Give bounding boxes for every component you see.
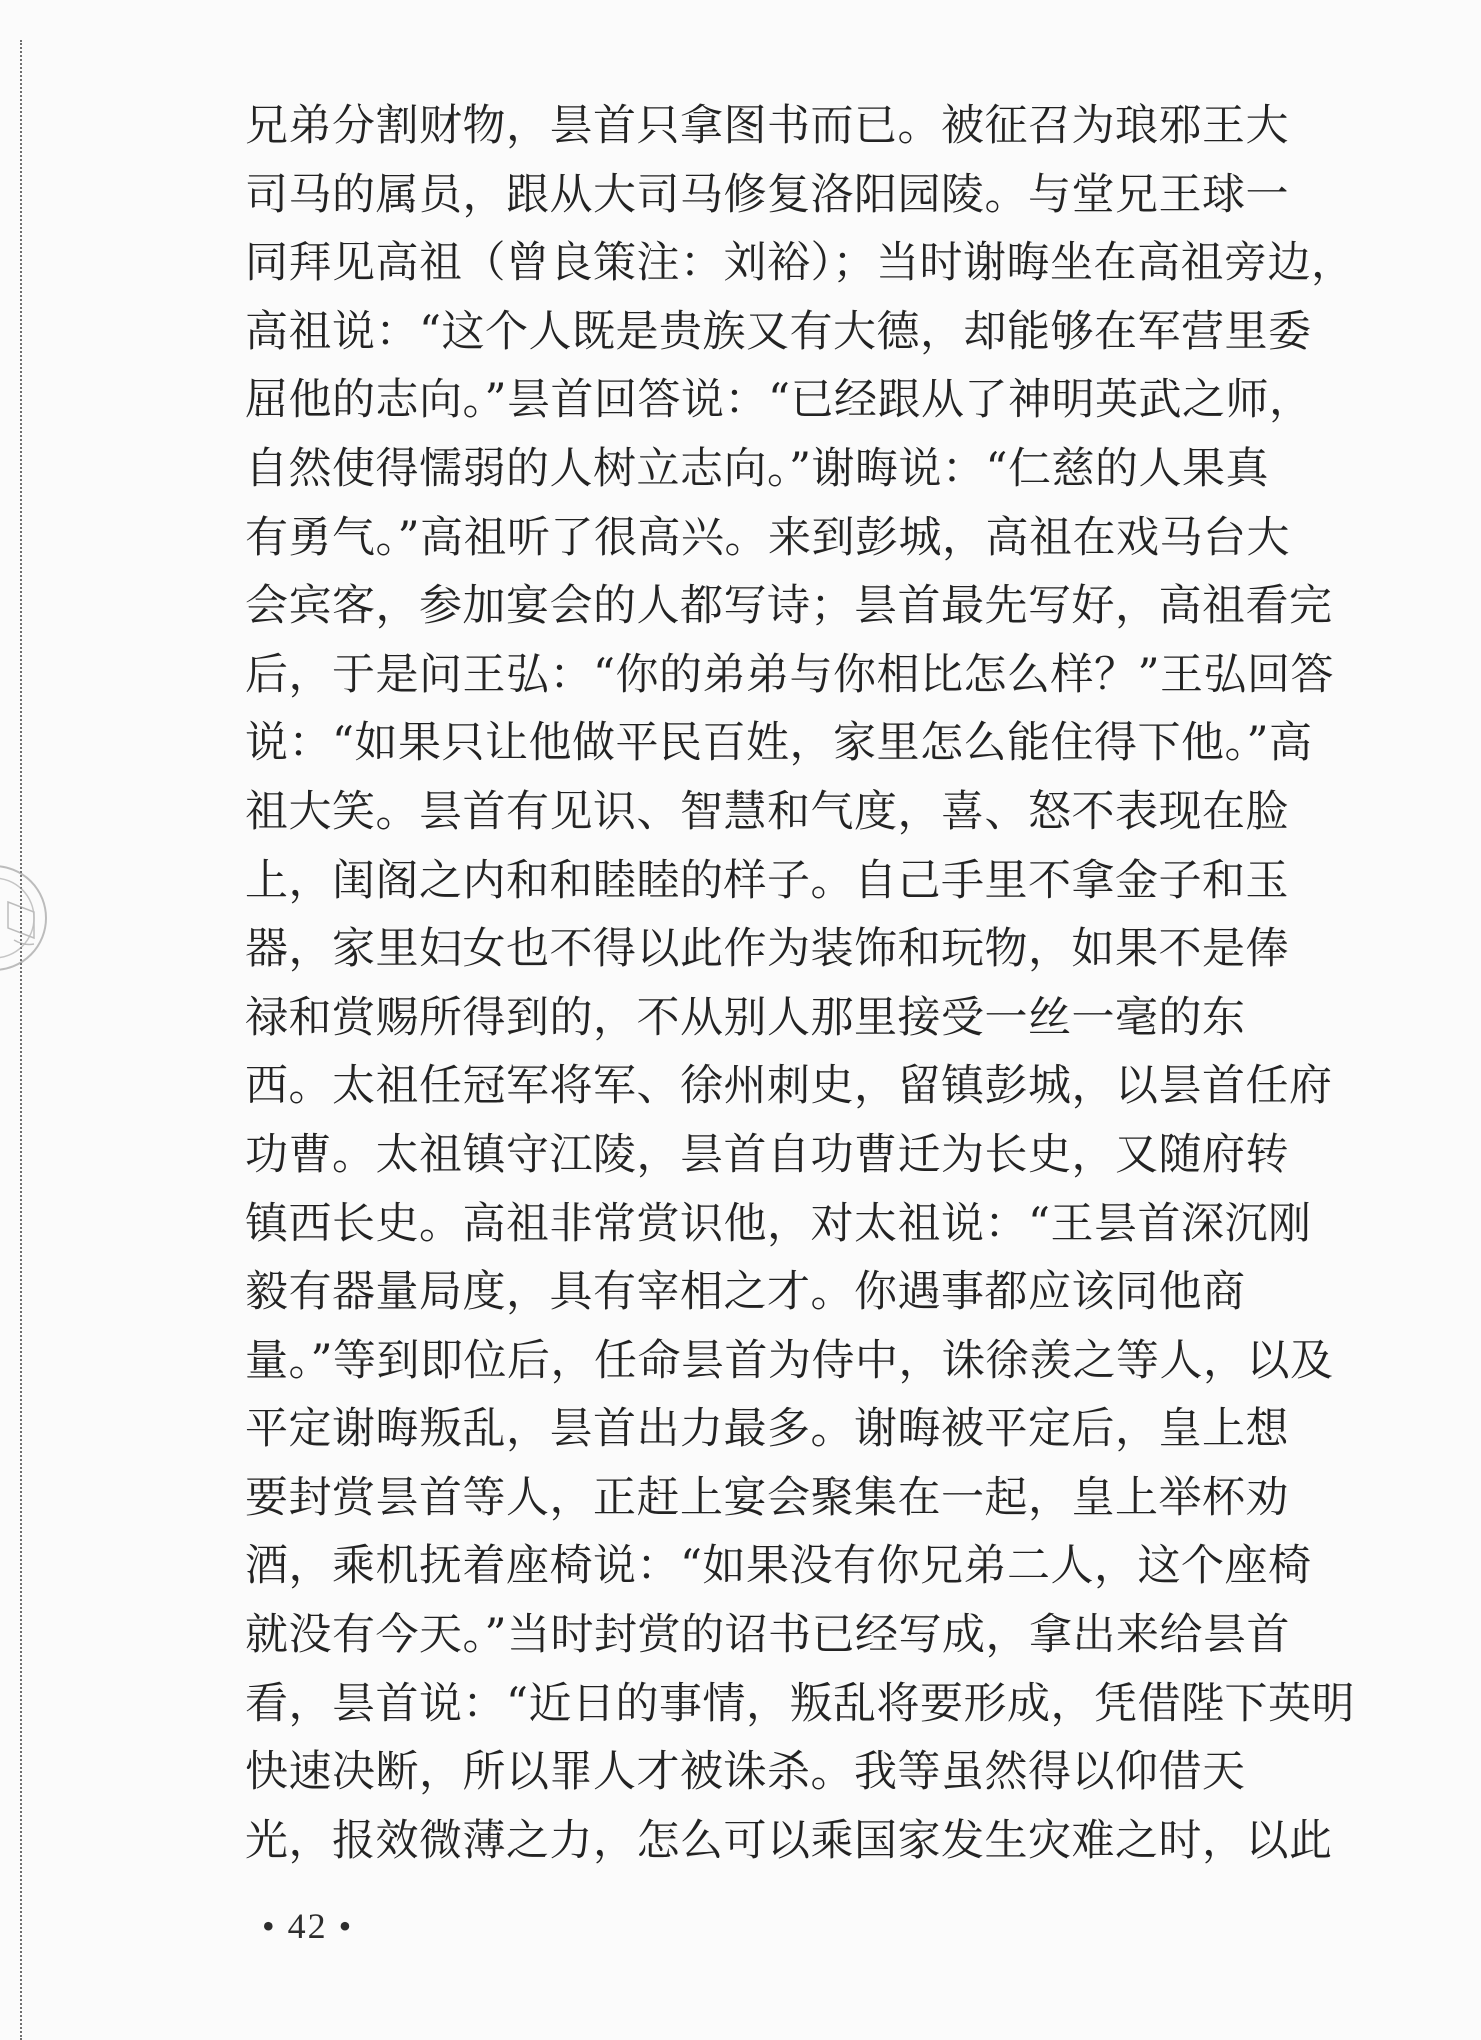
text-line: 兄弟分割财物，昙首只拿图书而已。被征召为琅邪王大 (245, 101, 1289, 151)
text-line: 同拜见高祖（曾良策注：刘裕）；当时谢晦坐在高祖旁边， (245, 238, 1355, 289)
text-line: 就没有今天。”当时封赏的诏书已经写成，拿出来给昙首 (245, 1610, 1290, 1661)
text-line: 高祖说：“这个人既是贵族又有大德，却能够在军营里委 (245, 306, 1312, 357)
text-line: 功曹。太祖镇守江陵，昙首自功曹迁为长史，又随府转 (245, 1129, 1289, 1180)
text-line: 有勇气。”高祖听了很高兴。来到彭城，高祖在戏马台大 (245, 512, 1290, 563)
text-line: 器，家里妇女也不得以此作为装饰和玩物，如果不是俸 (245, 924, 1289, 975)
text-line: 酒，乘机抚着座椅说：“如果没有你兄弟二人，这个座椅 (245, 1541, 1312, 1592)
text-line: 量。”等到即位后，任命昙首为侍中，诛徐羡之等人，以及 (245, 1335, 1334, 1386)
text-line: 上，闺阁之内和和睦睦的样子。自己手里不拿金子和玉 (245, 855, 1289, 906)
text-line: 镇西长史。高祖非常赏识他，对太祖说：“王昙首深沉刚 (245, 1198, 1312, 1249)
text-line: 会宾客，参加宴会的人都写诗；昙首最先写好，高祖看完 (245, 581, 1333, 632)
text-line: 自然使得懦弱的人树立志向。”谢晦说：“仁慈的人果真 (245, 443, 1269, 494)
text-line: 禄和赏赐所得到的，不从别人那里接受一丝一毫的东 (245, 992, 1246, 1043)
text-line: 祖大笑。昙首有见识、智慧和气度，喜、怒不表现在脸 (245, 786, 1289, 837)
text-line: 快速决断，所以罪人才被诛杀。我等虽然得以仰借天 (245, 1747, 1246, 1798)
text-line: 毅有器量局度，具有宰相之才。你遇事都应该同他商 (245, 1267, 1246, 1318)
text-line: 光，报效微薄之力，怎么可以乘国家发生灾难之时，以此 (245, 1815, 1333, 1866)
scan-edge-dotted-line (20, 40, 22, 2040)
text-line: 要封赏昙首等人，正赶上宴会聚集在一起，皇上举杯劝 (245, 1472, 1289, 1523)
text-line: 屈他的志向。”昙首回答说：“已经跟从了神明英武之师， (245, 375, 1313, 426)
text-line: 说：“如果只让他做平民百姓，家里怎么能住得下他。”高 (245, 718, 1313, 769)
text-line: 西。太祖任冠军将军、徐州刺史，留镇彭城，以昙首任府 (245, 1061, 1333, 1112)
page-number: • 42 • (262, 1906, 354, 1946)
text-line: 平定谢晦叛乱，昙首出力最多。谢晦被平定后，皇上想 (245, 1404, 1289, 1455)
library-stamp-icon (0, 862, 50, 974)
text-line: 看，昙首说：“近日的事情，叛乱将要形成，凭借陛下英明 (245, 1678, 1355, 1729)
text-line: 后，于是问王弘：“你的弟弟与你相比怎么样？”王弘回答 (245, 649, 1334, 700)
body-text (245, 92, 1355, 1875)
text-line: 司马的属员，跟从大司马修复洛阳园陵。与堂兄王球一 (245, 169, 1289, 220)
